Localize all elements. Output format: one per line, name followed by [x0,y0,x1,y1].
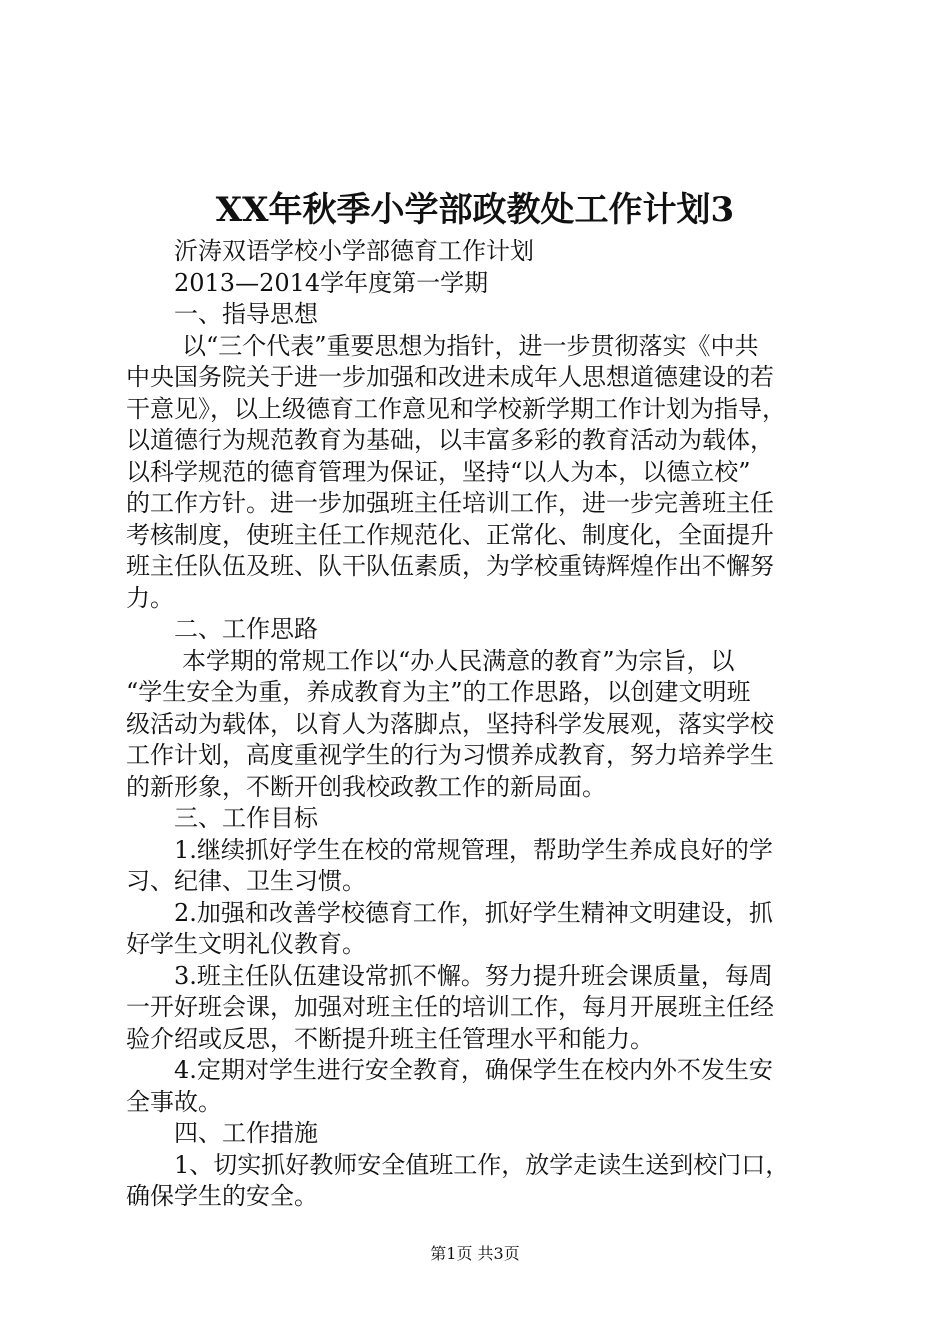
list-item-line: 3.班主任队伍建设常抓不懈。努力提升班会课质量，每周 [174,961,773,990]
list-item-line: 好学生文明礼仪教育。 [126,930,366,958]
list-item-line: 1.继续抓好学生在校的常规管理，帮助学生养成良好的学 [174,835,773,864]
section-heading: 四、工作措施 [174,1119,318,1147]
paragraph-line: 干意见》，以上级德育工作意见和学校新学期工作计划为指导， [126,394,786,423]
page-footer: 第1页 共3页 [430,1244,520,1263]
paragraph-line: 中央国务院关于进一步加强和改进未成年人思想道德建设的若 [126,363,774,391]
list-item-line: 验介绍或反思，不断提升班主任管理水平和能力。 [126,1024,654,1053]
section-heading: 三、工作目标 [174,804,318,832]
list-item-line: 习、纪律、卫生习惯。 [126,867,366,895]
document-body [126,236,828,1213]
paragraph-line: 以道德行为规范教育为基础，以丰富多彩的教育活动为载体， [126,426,774,454]
paragraph-line: 本学期的常规工作以“办人民满意的教育”为宗旨，以 [182,646,735,675]
paragraph-line: 沂涛双语学校小学部德育工作计划 [174,237,534,265]
paragraph-line: 班主任队伍及班、队干队伍素质，为学校重铸辉煌作出不懈努 [126,552,774,580]
paragraph-line: 考核制度，使班主任工作规范化、正常化、制度化，全面提升 [126,520,774,549]
paragraph-line: 以科学规范的德育管理为保证，坚持“以人为本，以德立校” [126,457,751,486]
list-item-line: 全事故。 [126,1087,222,1116]
paragraph-line: 的工作方针。进一步加强班主任培训工作，进一步完善班主任 [126,489,774,517]
paragraph-line: 力。 [126,583,174,612]
paragraph-line: 工作计划，高度重视学生的行为习惯养成教育，努力培养学生 [126,741,774,769]
list-item-line: 确保学生的安全。 [126,1182,318,1210]
list-item-line: 4.定期对学生进行安全教育，确保学生在校内外不发生安 [174,1056,773,1084]
paragraph-line: 的新形象，不断开创我校政教工作的新局面。 [126,772,606,801]
document-title: XX年秋季小学部政教处工作计划3 [215,190,735,230]
paragraph-line: 级活动为载体，以育人为落脚点，坚持科学发展观，落实学校 [126,709,774,738]
section-heading: 二、工作思路 [174,615,318,643]
paragraph-line: “学生安全为重，养成教育为主”的工作思路，以创建文明班 [126,678,751,706]
paragraph-line: 2013—2014学年度第一学期 [174,268,489,297]
list-item-line: 2.加强和改善学校德育工作，抓好学生精神文明建设，抓 [174,898,773,927]
list-item-line: 一开好班会课，加强对班主任的培训工作，每月开展班主任经 [126,993,774,1021]
paragraph-line: 以“三个代表”重要思想为指针，进一步贯彻落实《中共 [182,331,759,360]
list-item-line: 1、切实抓好教师安全值班工作，放学走读生送到校门口， [174,1150,790,1179]
section-heading: 一、指导思想 [174,300,318,328]
